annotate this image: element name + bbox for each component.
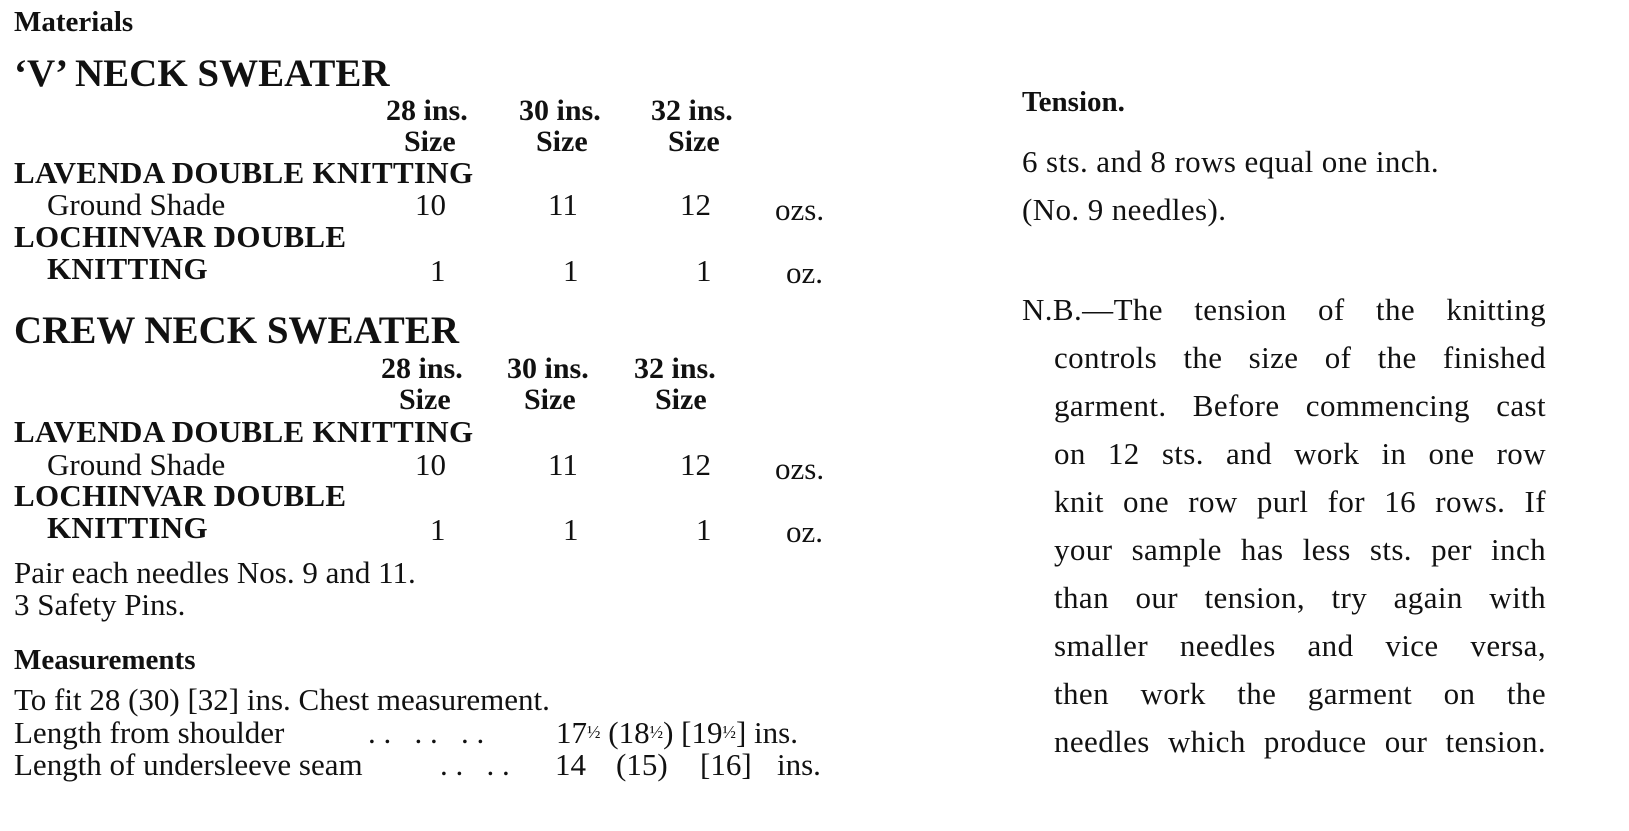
measurements-heading: Measurements bbox=[14, 644, 196, 676]
size-header-32: 32 ins. bbox=[651, 94, 733, 127]
fit-line: To fit 28 (30) [32] ins. Chest measurement. bbox=[14, 682, 550, 717]
nb-line: controls the size of the finished bbox=[1054, 340, 1546, 375]
yarn-name: LAVENDA DOUBLE KNITTING bbox=[14, 155, 474, 190]
length-value: 17½ (18½) [19½] ins. bbox=[556, 715, 798, 750]
nb-line: than our tension, try again with bbox=[1054, 580, 1546, 615]
yarn-name: LAVENDA DOUBLE KNITTING bbox=[14, 414, 474, 449]
qty-cell: 10 bbox=[415, 187, 446, 222]
yarn-name: LOCHINVAR DOUBLE bbox=[14, 478, 347, 513]
size-label: Size bbox=[524, 383, 576, 416]
unit-cell: oz. bbox=[786, 514, 824, 549]
sleeve-value-32: [16] bbox=[700, 747, 752, 782]
qty-cell: 1 bbox=[696, 512, 712, 547]
size-label: Size bbox=[668, 125, 720, 158]
size-label: Size bbox=[536, 125, 588, 158]
sleeve-unit: ins. bbox=[777, 747, 821, 782]
qty-cell: 1 bbox=[563, 512, 579, 547]
size-header-28: 28 ins. bbox=[381, 352, 463, 385]
size-label: Size bbox=[655, 383, 707, 416]
qty-cell: 11 bbox=[548, 447, 578, 482]
sleeve-label: Length of undersleeve seam bbox=[14, 747, 363, 782]
crew-neck-title: CREW NECK SWEATER bbox=[14, 309, 459, 352]
materials-heading: Materials bbox=[14, 6, 134, 38]
yarn-shade: Ground Shade bbox=[47, 447, 226, 482]
qty-cell: 1 bbox=[696, 253, 712, 288]
length-label: Length from shoulder bbox=[14, 715, 285, 750]
unit-cell: ozs. bbox=[775, 192, 825, 227]
qty-cell: 10 bbox=[415, 447, 446, 482]
tension-needles: (No. 9 needles). bbox=[1022, 192, 1227, 227]
size-header-30: 30 ins. bbox=[519, 94, 601, 127]
nb-line: needles which produce our tension. bbox=[1054, 724, 1546, 759]
sleeve-value-30: (15) bbox=[616, 747, 668, 782]
unit-cell: ozs. bbox=[775, 451, 825, 486]
unit-cell: oz. bbox=[786, 255, 824, 290]
size-label: Size bbox=[404, 125, 456, 158]
pins-line: 3 Safety Pins. bbox=[14, 587, 186, 622]
size-header-30: 30 ins. bbox=[507, 352, 589, 385]
nb-line: garment. Before commencing cast bbox=[1054, 388, 1546, 423]
yarn-shade: Ground Shade bbox=[47, 187, 226, 222]
size-header-28: 28 ins. bbox=[386, 94, 468, 127]
tension-line: 6 sts. and 8 rows equal one inch. bbox=[1022, 144, 1439, 179]
nb-line: then work the garment on the bbox=[1054, 676, 1546, 711]
nb-line: on 12 sts. and work in one row bbox=[1054, 436, 1546, 471]
nb-line: N.B.—The tension of the knitting bbox=[1022, 292, 1546, 327]
qty-cell: 12 bbox=[680, 187, 711, 222]
v-neck-title: ‘V’ NECK SWEATER bbox=[14, 52, 390, 95]
qty-cell: 12 bbox=[680, 447, 711, 482]
size-label: Size bbox=[399, 383, 451, 416]
qty-cell: 1 bbox=[430, 253, 446, 288]
qty-cell: 1 bbox=[430, 512, 446, 547]
leader-dots: . . . . . . bbox=[368, 715, 485, 750]
qty-cell: 11 bbox=[548, 187, 578, 222]
leader-dots: . . . . bbox=[440, 747, 510, 782]
nb-line: your sample has less sts. per inch bbox=[1054, 532, 1546, 567]
yarn-name: KNITTING bbox=[47, 251, 208, 286]
needles-line: Pair each needles Nos. 9 and 11. bbox=[14, 555, 416, 590]
tension-heading: Tension. bbox=[1022, 86, 1125, 118]
sleeve-value-28: 14 bbox=[555, 747, 586, 782]
yarn-name: LOCHINVAR DOUBLE bbox=[14, 219, 347, 254]
yarn-name: KNITTING bbox=[47, 510, 208, 545]
nb-line: knit one row purl for 16 rows. If bbox=[1054, 484, 1546, 519]
nb-line: smaller needles and vice versa, bbox=[1054, 628, 1546, 663]
qty-cell: 1 bbox=[563, 253, 579, 288]
size-header-32: 32 ins. bbox=[634, 352, 716, 385]
